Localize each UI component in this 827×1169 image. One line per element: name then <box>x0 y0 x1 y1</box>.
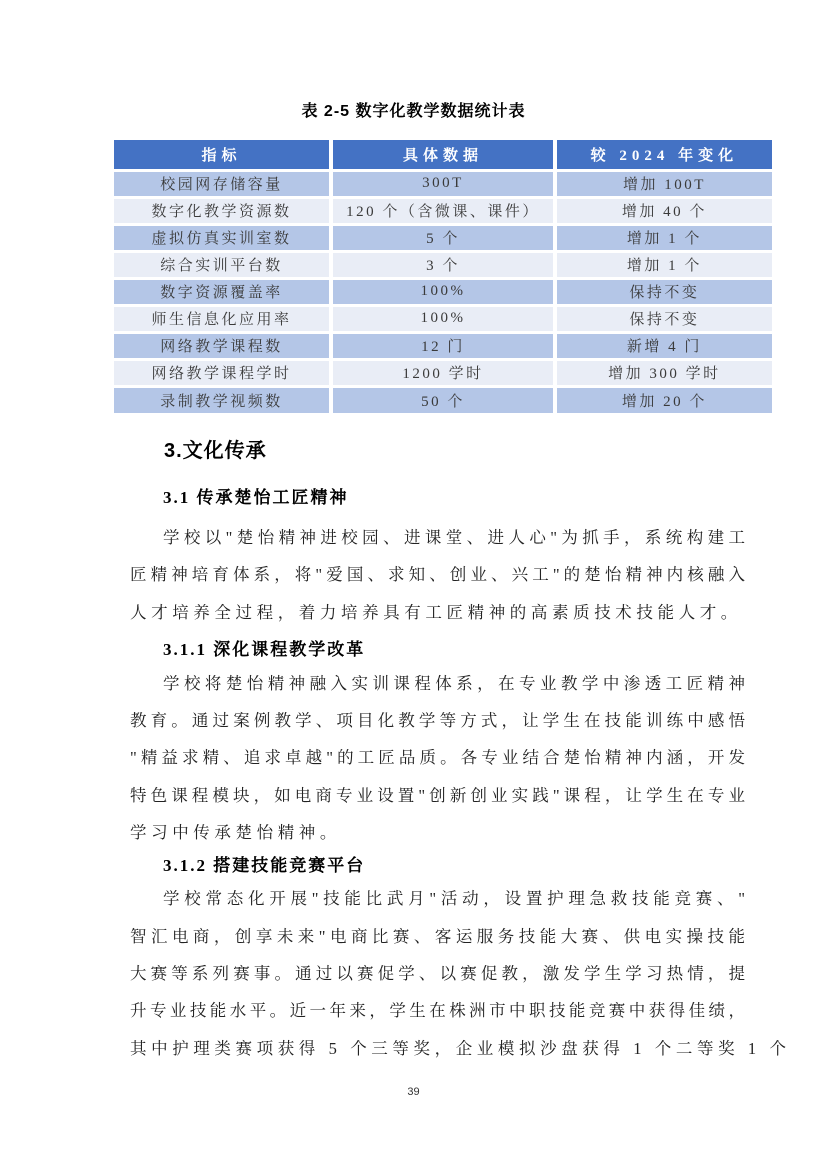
cell-value: 12 门 <box>331 332 555 359</box>
table-row <box>114 386 772 413</box>
cell-indicator: 师生信息化应用率 <box>114 305 331 332</box>
cell-change: 新增 4 门 <box>555 332 772 359</box>
table-row <box>114 359 772 386</box>
cell-value: 120 个（含微课、课件） <box>331 197 555 224</box>
cell-change: 增加 1 个 <box>555 251 772 278</box>
cell-indicator: 录制教学视频数 <box>114 386 331 413</box>
paragraph-line: 教育。通过案例教学、项目化教学等方式，让学生在技能训练中感悟 <box>130 711 745 731</box>
cell-change: 增加 1 个 <box>555 224 772 251</box>
paragraph-3-1 <box>130 519 745 631</box>
paragraph-3-1-1 <box>130 665 745 851</box>
cell-value: 1200 学时 <box>331 359 555 386</box>
cell-change: 增加 20 个 <box>555 386 772 413</box>
table-row <box>114 170 772 197</box>
subsection-heading-3-1: 3.1 传承楚怡工匠精神 <box>163 488 349 507</box>
paragraph-line: 大赛等系列赛事。通过以赛促学、以赛促教，激发学生学习热情，提 <box>130 963 745 983</box>
cell-indicator: 虚拟仿真实训室数 <box>114 224 331 251</box>
paragraph-line: 智汇电商，创享未来"电商比赛、客运服务技能大赛、供电实操技能 <box>130 926 745 946</box>
cell-change: 增加 100T <box>555 170 772 197</box>
paragraph-line: 人才培养全过程，着力培养具有工匠精神的高素质技术技能人才。 <box>130 602 742 622</box>
paragraph-line: 升专业技能水平。近一年来，学生在株洲市中职技能竞赛中获得佳绩， <box>130 1001 745 1021</box>
table-row <box>114 278 772 305</box>
header-cell-value: 具体数据 <box>331 140 555 170</box>
page-number: 39 <box>407 1086 420 1098</box>
paragraph-line: 学习中传承楚怡精神。 <box>130 823 341 843</box>
table-header-row <box>114 140 772 170</box>
header-cell-change: 较 2024 年变化 <box>555 140 772 170</box>
header-cell-indicator: 指标 <box>114 140 331 170</box>
paragraph-line: 学校以"楚怡精神进校园、进课堂、进人心"为抓手，系统构建工 <box>163 528 745 547</box>
cell-indicator: 网络教学课程数 <box>114 332 331 359</box>
stats-table <box>114 140 772 413</box>
table-row <box>114 332 772 359</box>
subsection-heading-3-1-2: 3.1.2 搭建技能竞赛平台 <box>163 856 366 876</box>
paragraph-line: 特色课程模块，如电商专业设置"创新创业实践"课程，让学生在专业 <box>130 785 745 805</box>
cell-change: 保持不变 <box>555 278 772 305</box>
cell-value: 100% <box>331 278 555 305</box>
paragraph-line: 学校将楚怡精神融入实训课程体系，在专业教学中渗透工匠精神 <box>163 673 745 693</box>
cell-indicator: 数字化教学资源数 <box>114 197 331 224</box>
table-caption: 表 2-5 数字化教学数据统计表 <box>301 103 526 120</box>
cell-change: 增加 40 个 <box>555 197 772 224</box>
cell-indicator: 数字资源覆盖率 <box>114 278 331 305</box>
section-heading-culture: 3.文化传承 <box>164 440 267 462</box>
cell-change: 增加 300 学时 <box>555 359 772 386</box>
table-row <box>114 197 772 224</box>
paragraph-line: "精益求精、追求卓越"的工匠品质。各专业结合楚怡精神内涵，开发 <box>130 748 745 768</box>
paragraph-line: 学校常态化开展"技能比武月"活动，设置护理急救技能竞赛、" <box>163 889 745 909</box>
cell-change: 保持不变 <box>555 305 772 332</box>
table-row <box>114 251 772 278</box>
paragraph-3-1-2 <box>130 880 791 1066</box>
cell-value: 300T <box>331 170 555 197</box>
cell-value: 5 个 <box>331 224 555 251</box>
cell-value: 3 个 <box>331 251 555 278</box>
table-row <box>114 305 772 332</box>
paragraph-line: 其中护理类赛项获得 5 个三等奖，企业模拟沙盘获得 1 个二等奖 1 个 <box>130 1038 791 1058</box>
cell-value: 50 个 <box>331 386 555 413</box>
subsection-heading-3-1-1: 3.1.1 深化课程教学改革 <box>163 639 366 659</box>
cell-value: 100% <box>331 305 555 332</box>
cell-indicator: 综合实训平台数 <box>114 251 331 278</box>
cell-indicator: 网络教学课程学时 <box>114 359 331 386</box>
table-row <box>114 224 772 251</box>
cell-indicator: 校园网存储容量 <box>114 170 331 197</box>
paragraph-line: 匠精神培育体系，将"爱国、求知、创业、兴工"的楚怡精神内核融入 <box>130 565 745 585</box>
